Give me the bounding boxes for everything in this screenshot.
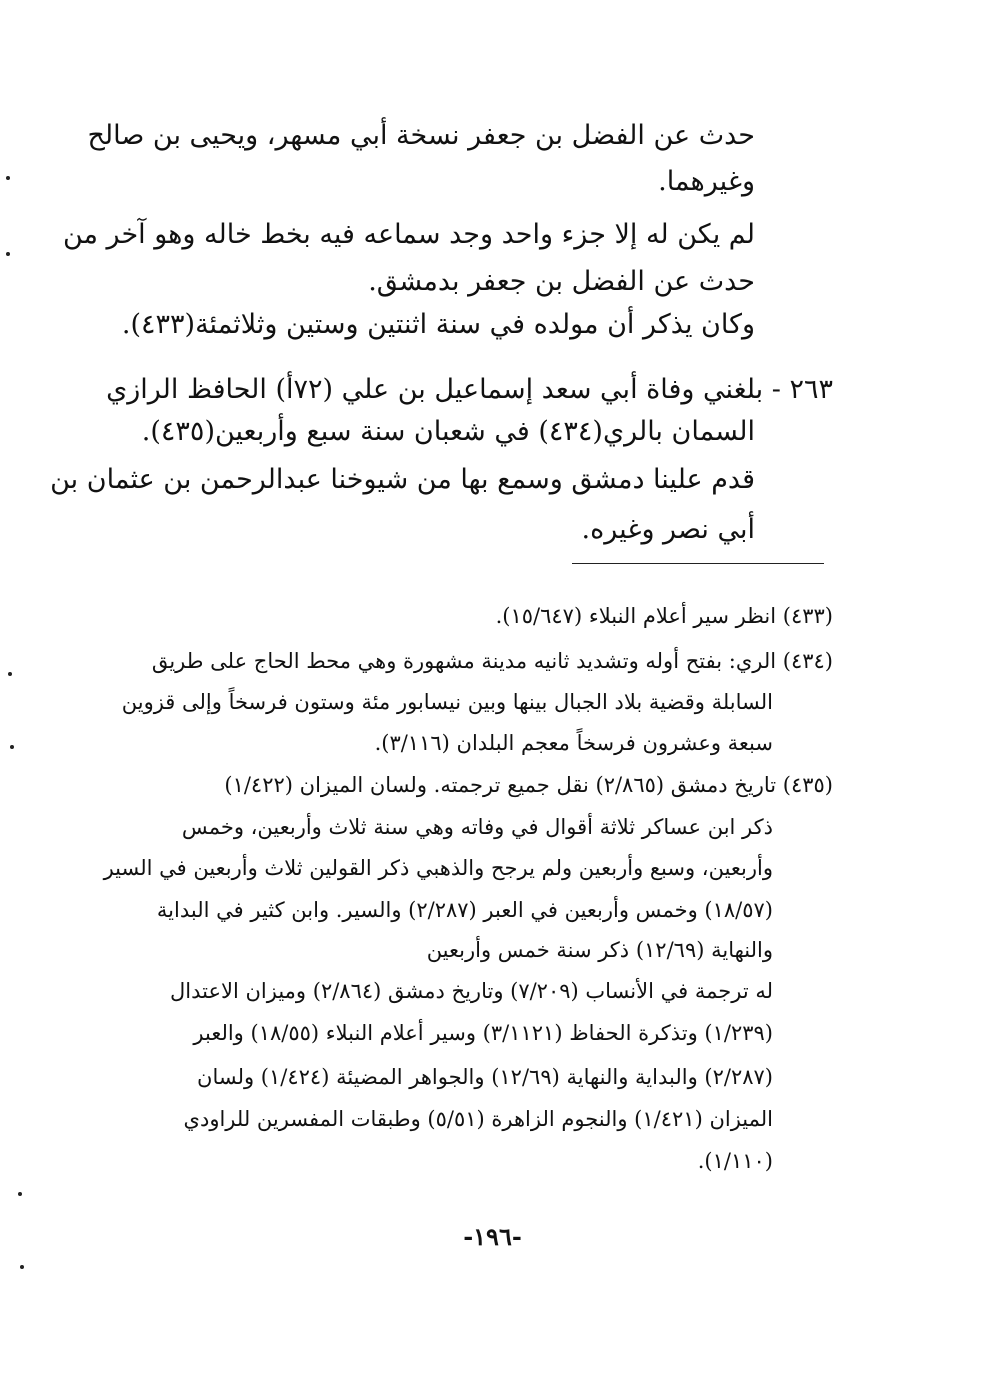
footnote-line: ذكر ابن عساكر ثلاثة أقوال في وفاته وهي سنة ثلاث وأربعين، وخمس — [181, 815, 773, 839]
main-text-line: السمان بالري(٤٣٤) في شعبان سنة سبع وأربعين(٤٣٥). — [141, 416, 755, 447]
scan-speck — [20, 1265, 24, 1269]
footnote-434: (٤٣٤) الري: بفتح أوله وتشديد ثانيه مدينة مشهورة وهي محط الحاج على طريق — [151, 649, 833, 673]
scan-speck — [8, 672, 12, 676]
footnote-line: وأربعين، وسبع وأربعين ولم يرجح والذهبي ذكر القولين ثلاث وأربعين في السير — [103, 856, 773, 880]
scan-speck — [18, 1192, 22, 1196]
footnote-separator — [572, 563, 824, 564]
main-text-line: وكان يذكر أن مولده في سنة اثنتين وستين وثلاثمئة(٤٣٣). — [121, 309, 755, 340]
scan-speck — [6, 252, 10, 256]
footnote-line: (١/١١٠). — [697, 1149, 773, 1173]
scan-speck — [10, 745, 14, 749]
footnote-line: والنهاية (١٢/٦٩) ذكر سنة خمس وأربعين — [426, 938, 773, 962]
footnote-433: (٤٣٣) انظر سير أعلام النبلاء (١٥/٦٤٧). — [495, 604, 833, 628]
footnote-line: له ترجمة في الأنساب (٧/٢٠٩) وتاريخ دمشق (٢/٨٦٤) وميزان الاعتدال — [170, 979, 773, 1003]
footnote-435: (٤٣٥) تاريخ دمشق (٢/٨٦٥) نقل جميع ترجمته. ولسان الميزان (١/٤٢٢) — [224, 773, 833, 797]
scan-speck — [6, 176, 10, 180]
main-text-line: قدم علينا دمشق وسمع بها من شيوخنا عبدالرحمن بن عثمان بن — [50, 464, 755, 495]
main-text-line: وغيرهما. — [658, 166, 755, 197]
main-text-line: حدث عن الفضل بن جعفر بدمشق. — [368, 266, 755, 297]
footnote-line: (٢/٢٨٧) والبداية والنهاية (١٢/٦٩) والجواهر المضيئة (١/٤٢٤) ولسان — [197, 1065, 773, 1089]
main-text-line: حدث عن الفضل بن جعفر نسخة أبي مسهر، ويحيى بن صالح — [87, 120, 755, 151]
page-number: -١٩٦- — [463, 1222, 522, 1251]
footnote-line: سبعة وعشرون فرسخاً معجم البلدان (٣/١١٦). — [374, 731, 773, 755]
main-text-line: لم يكن له إلا جزء واحد وجد سماعه فيه بخط خاله وهو آخر من — [62, 219, 755, 250]
footnote-line: السابلة وقضية بلاد الجبال بينها وبين نيسابور مئة وستون فرسخاً وإلى قزوين — [121, 690, 773, 714]
footnote-line: (١٨/٥٧) وخمس وأربعين في العبر (٢/٢٨٧) والسير. وابن كثير في البداية — [156, 898, 773, 922]
entry-263-heading-line: ٢٦٣ - بلغني وفاة أبي سعد إسماعيل بن علي (٧٢أ) الحافظ الرازي — [106, 374, 833, 405]
main-text-line: أبي نصر وغيره. — [581, 514, 755, 545]
footnote-line: (١/٢٣٩) وتذكرة الحفاظ (٣/١١٢١) وسير أعلام النبلاء (١٨/٥٥) والعبر — [193, 1021, 773, 1045]
footnote-line: الميزان (١/٤٢١) والنجوم الزاهرة (٥/٥١) وطبقات المفسرين للراودي — [183, 1107, 773, 1131]
